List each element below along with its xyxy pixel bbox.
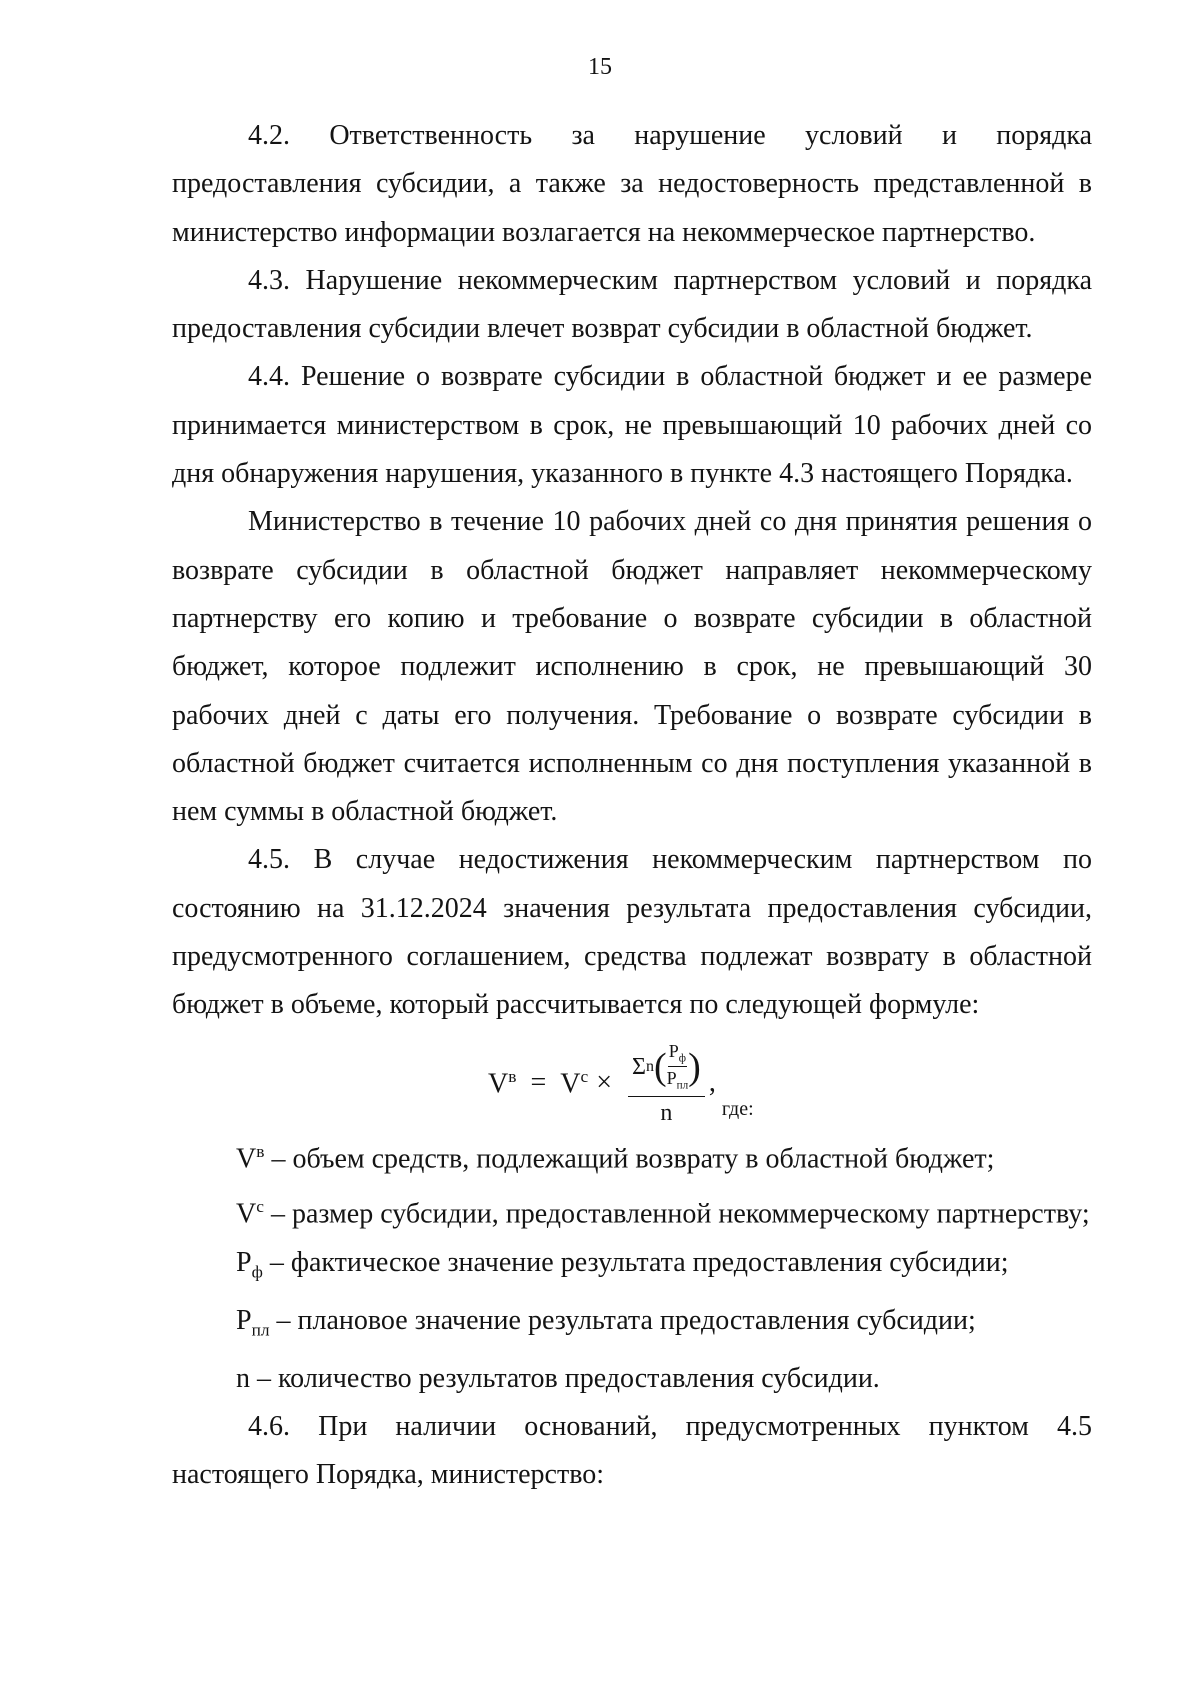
sum-subscript: n: [645, 1057, 654, 1075]
definition-item: $Р_ф$ – фактическое значение результата предоставления субсидии;: [236, 1246, 1009, 1282]
formula-definitions: [172, 1128, 1092, 1403]
formula-lhs: $V^в$: [488, 1067, 517, 1100]
paragraph-4-6: 4.6. При наличии оснований, предусмотренных пунктом 4.5 настоящего Порядка, министерство:: [172, 1410, 1092, 1491]
formula-denominator: n: [660, 1100, 673, 1127]
formula-subsidy: $V^с$: [560, 1067, 589, 1100]
formula-expression: [488, 1042, 754, 1126]
formula-times: ×: [596, 1067, 612, 1099]
left-paren: (: [653, 1045, 667, 1088]
paragraph-4-2: 4.2. Ответственность за нарушение условий и порядка предоставления субсидии, а также за недостоверность представленной в министерство информации возлагается на некоммерческое партнерство.: [172, 120, 1092, 248]
formula-where: где:: [721, 1098, 754, 1121]
definition-item: $V^с$ – размер субсидии, предоставленной некоммерческому партнерству;: [236, 1197, 1090, 1230]
formula-numerator: [628, 1042, 705, 1098]
sum-symbol: Σ: [631, 1053, 646, 1080]
formula-fraction: [628, 1042, 705, 1126]
ratio-fraction: [667, 1042, 689, 1093]
page-number: 15: [588, 54, 612, 80]
definition-item: n – количество результатов предоставления субсидии.: [236, 1362, 880, 1394]
paragraph-4-3: 4.3. Нарушение некоммерческим партнерством условий и порядка предоставления субсидии влечет возврат субсидии в областной бюджет.: [172, 264, 1092, 345]
document-body: [172, 112, 1092, 1500]
paragraph-4-4-continued: Министерство в течение 10 рабочих дней со дня принятия решения о возврате субсидии в областной бюджет направляет некоммерческому партнерству его копию и требование о возврате субсидии в областной бюджет, которое подлежит исполнению в срок, не превышающий 30 рабочих дней с даты его получения. Требование о возврате субсидии в областной бюджет считается исполненным со дня поступления указанной в нем суммы в областной бюджет.: [172, 506, 1092, 828]
definition-item: $Р_{пл}$ – плановое значение результата предоставления субсидии;: [236, 1304, 976, 1340]
refund-formula: [172, 1032, 1092, 1128]
formula-comma: ,: [708, 1067, 716, 1099]
formula-equals: =: [530, 1067, 547, 1099]
ratio-numerator: $Р_ф$: [668, 1042, 687, 1068]
definition-item: $V^в$ – объем средств, подлежащий возврату в областной бюджет;: [236, 1141, 995, 1174]
right-paren: ): [688, 1045, 701, 1088]
ratio-denominator: $Р_{пл}$: [666, 1068, 689, 1092]
paragraph-4-4: 4.4. Решение о возврате субсидии в областной бюджет и ее размере принимается министерством в срок, не превышающий 10 рабочих дней со дня обнаружения нарушения, указанного в пункте 4.3 настоящего Порядка.: [172, 361, 1092, 490]
paragraph-4-5: 4.5. В случае недостижения некоммерческим партнерством по состоянию на 31.12.2024 значения результата предоставления субсидии, предусмотренного соглашением, средства подлежат возврату в областной бюджет в объеме, который рассчитывается по следующей формуле:: [172, 844, 1092, 1021]
